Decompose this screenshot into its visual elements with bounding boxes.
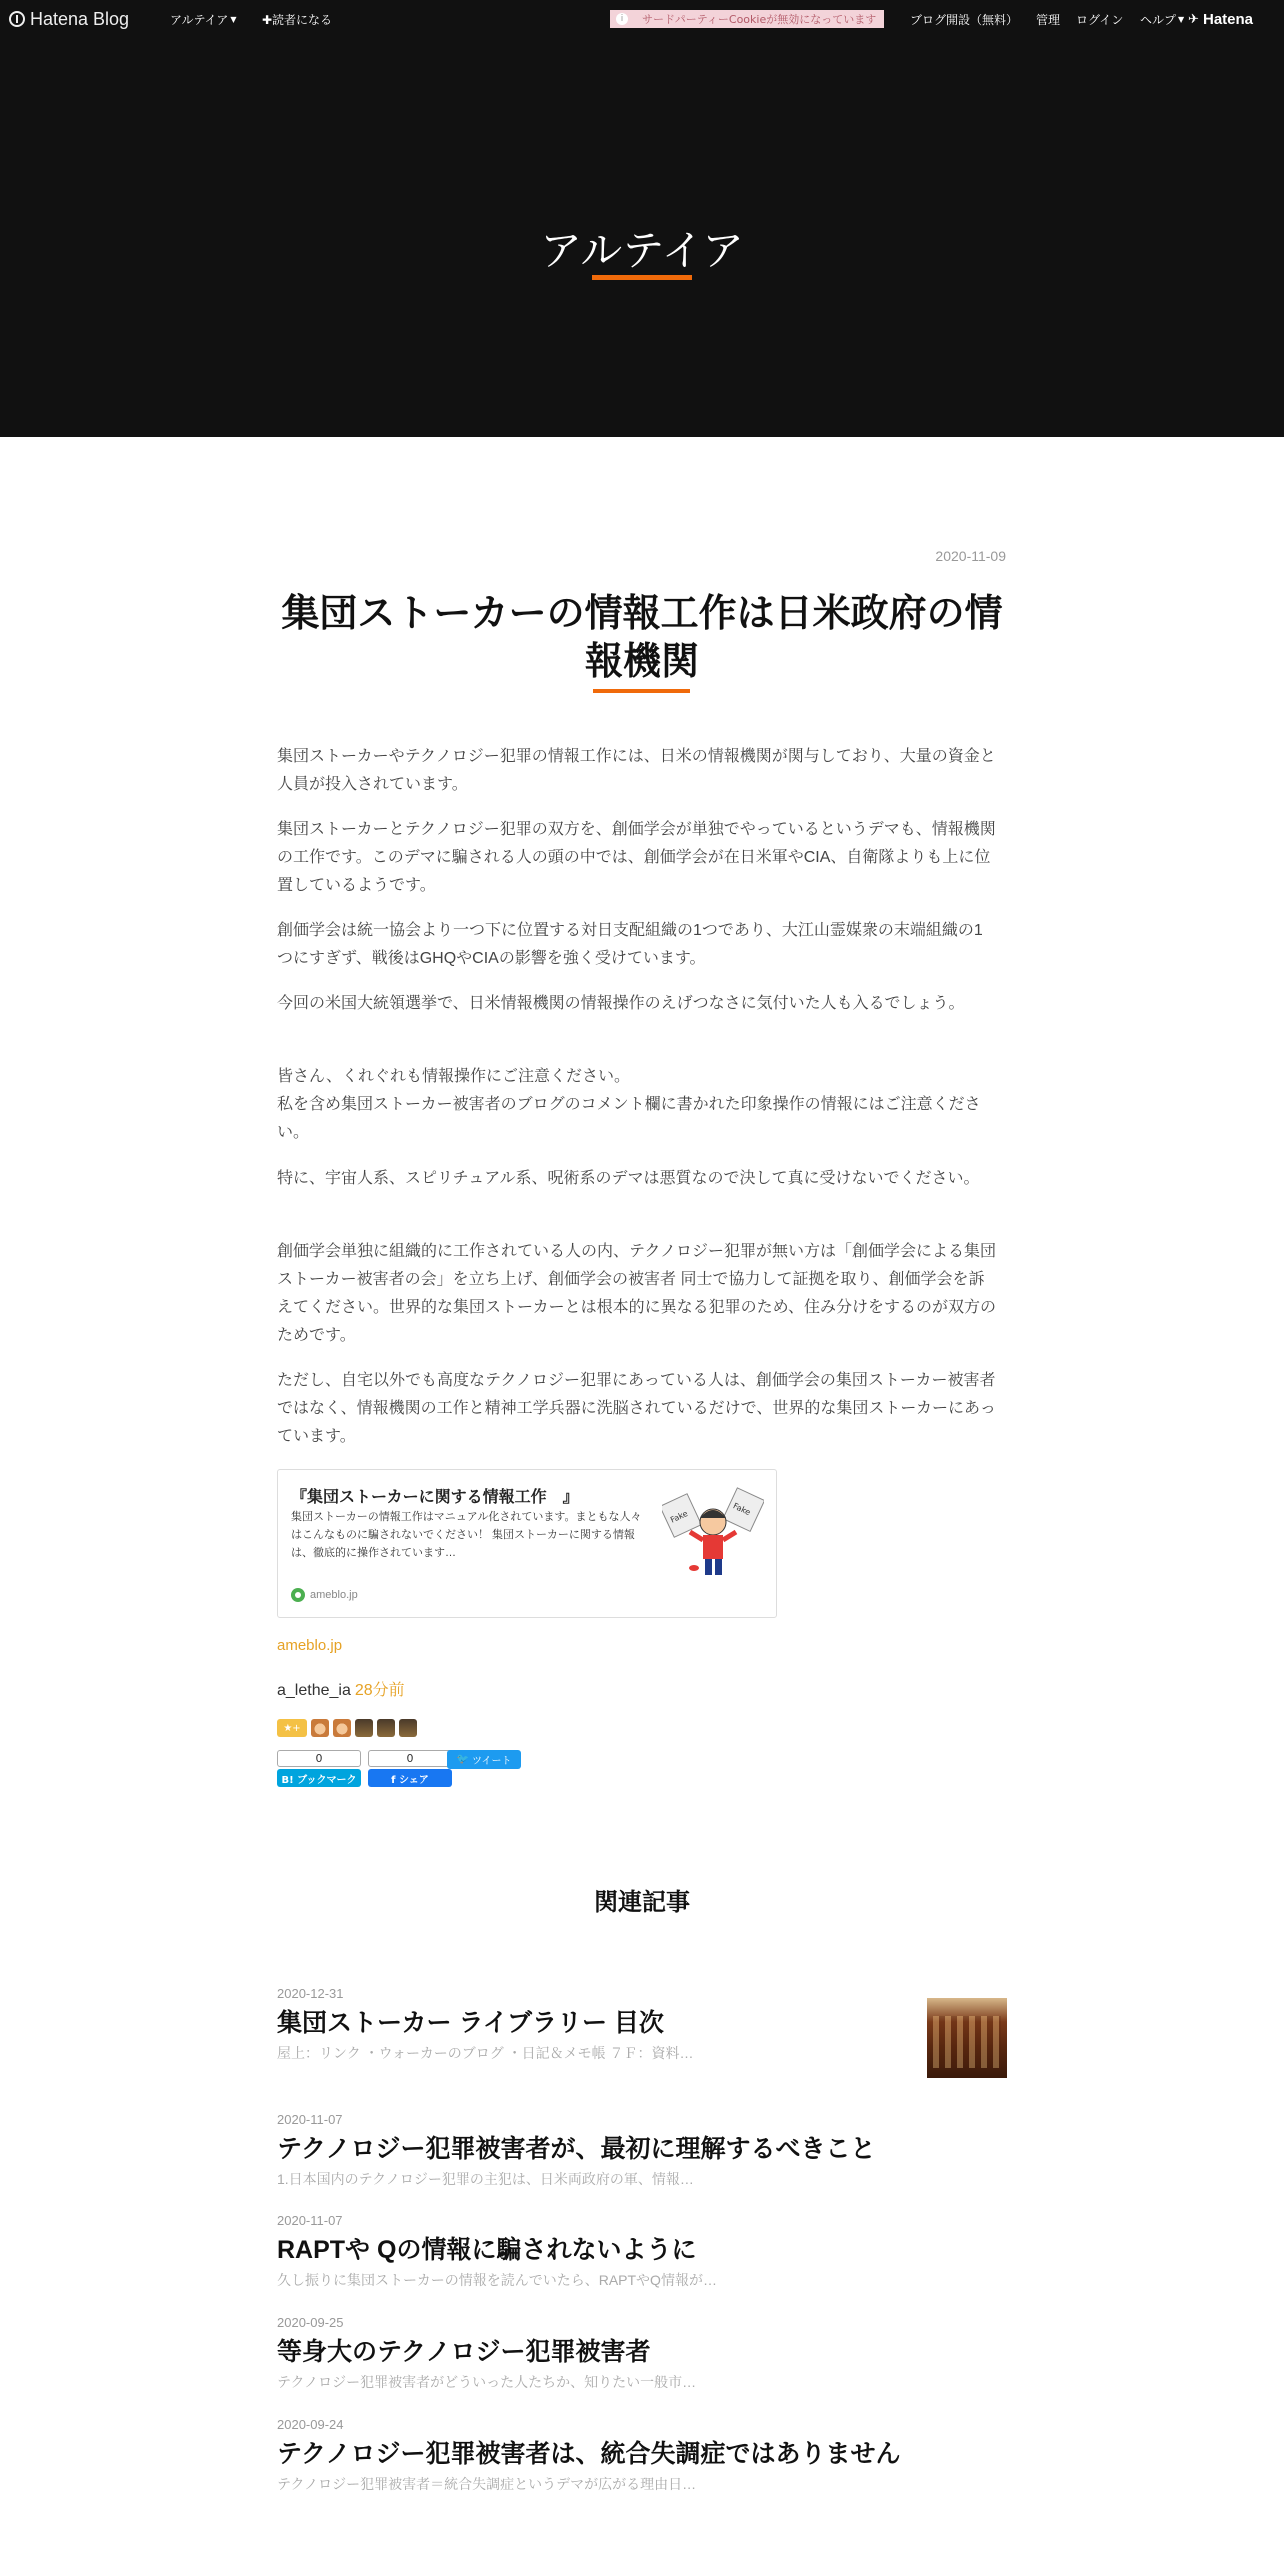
hatena-star-area bbox=[277, 1718, 421, 1738]
related-article-title[interactable]: RAPTや Qの情報に騙されないように bbox=[277, 2236, 697, 2264]
article-paragraph: 私を含め集団ストーカー被害者のブログのコメント欄に書かれた印象操作の情報にはご注意ください。 bbox=[277, 1096, 981, 1141]
blog-header bbox=[0, 38, 1284, 437]
tweet-button[interactable] bbox=[447, 1750, 521, 1769]
author-line bbox=[277, 1677, 405, 1700]
related-article-thumbnail[interactable] bbox=[927, 1998, 1007, 2078]
related-article[interactable] bbox=[277, 2112, 1009, 2189]
posted-time[interactable]: 28分前 bbox=[354, 1682, 405, 1699]
blog-menu[interactable] bbox=[170, 0, 236, 38]
related-article-snippet: 屋上：リンク ・ウォーカーのブログ ・日記＆メモ帳 ７Ｆ：資料… bbox=[277, 2045, 694, 2061]
related-article-date: 2020-12-31 bbox=[277, 1986, 344, 2001]
svg-text:Fake: Fake bbox=[669, 1508, 690, 1525]
related-article[interactable] bbox=[277, 2315, 1009, 2392]
article-paragraph: 集団ストーカーとテクノロジー犯罪の双方を、創価学会が単独でやっているというデマも、情報機関の工作です。このデマに騙される人の頭の中では、創価学会が在日米軍やCIA、自衛隊よりも上に位置しているようです。 bbox=[277, 821, 996, 894]
login-link[interactable]: ログイン bbox=[1076, 12, 1124, 27]
article-date[interactable]: 2020-11-09 bbox=[935, 548, 1006, 564]
caret-down-icon: ▼ bbox=[1178, 14, 1185, 24]
embed-card-site-name: ameblo.jp bbox=[310, 1589, 358, 1601]
hatena-bookmark-share bbox=[277, 1750, 361, 1787]
cookie-notice-text: サードパーティーCookieが無効になっています bbox=[642, 13, 877, 26]
hatena-brand-link[interactable]: Hatena bbox=[1203, 10, 1254, 28]
article-paragraph: 今回の米国大統領選挙で、日米情報機関の情報操作のえげつなさに気付いた人も入るでしょう。 bbox=[277, 995, 965, 1012]
embed-card-site[interactable] bbox=[291, 1588, 358, 1602]
related-article-date: 2020-09-25 bbox=[277, 2315, 344, 2330]
blog-title[interactable]: アルテイア bbox=[539, 227, 745, 274]
subscribe-button[interactable]: ✚読者になる bbox=[262, 12, 333, 27]
tweet-label: ツイート bbox=[471, 1756, 512, 1767]
article-title[interactable]: 集団ストーカーの情報工作は日米政府の情報機関 bbox=[281, 593, 1003, 683]
svg-text:Fake: Fake bbox=[731, 1501, 752, 1518]
article-paragraph: 皆さん、くれぐれも情報操作にご注意ください。 bbox=[277, 1068, 630, 1085]
facebook-share-count[interactable]: 0 bbox=[368, 1750, 452, 1767]
related-article-title[interactable]: 集団ストーカー ライブラリー 目次 bbox=[277, 2009, 664, 2037]
blog-menu-label: アルテイア bbox=[170, 12, 229, 27]
related-article-title[interactable]: テクノロジー犯罪被害者が、最初に理解するべきこと bbox=[277, 2135, 876, 2163]
twitter-share bbox=[447, 1750, 521, 1769]
article-paragraph: 創価学会は統一協会より一つ下に位置する対日支配組織の1つであり、大江山霊媒衆の末端組織の1つにすぎず、戦後はGHQやCIAの影響を強く受けています。 bbox=[277, 922, 983, 967]
admin-link[interactable]: 管理 bbox=[1036, 12, 1061, 27]
help-label: ヘルプ bbox=[1140, 12, 1177, 27]
article-title-underline bbox=[593, 689, 690, 693]
related-article-snippet: テクノロジー犯罪被害者がどういった人たちか、知りたい一般市… bbox=[277, 2374, 697, 2390]
embed-card-description: 集団ストーカーの情報工作はマニュアル化されています。まともな人々はこんなものに騙されないでください！ 集団ストーカーに関する情報は、徹底的に操作されています… bbox=[291, 1511, 642, 1559]
article-paragraph: ただし、自宅以外でも高度なテクノロジー犯罪にあっている人は、創価学会の集団ストーカー被害者ではなく、情報機関の工作と精神工学兵器に洗脳されているだけで、世界的な集団ストーカーにあっています。 bbox=[277, 1372, 996, 1445]
star-user-avatar[interactable] bbox=[355, 1719, 373, 1737]
star-user-avatar[interactable] bbox=[399, 1719, 417, 1737]
related-article[interactable] bbox=[277, 2213, 1009, 2290]
embed-card-title[interactable]: 『集団ストーカーに関する情報工作 』 bbox=[291, 1489, 579, 1506]
star-user-avatar[interactable] bbox=[333, 1719, 351, 1737]
article-paragraph: 集団ストーカーやテクノロジー犯罪の情報工作には、日米の情報機関が関与しており、大量の資金と人員が投入されています。 bbox=[277, 748, 996, 793]
author-name[interactable]: a_lethe_ia bbox=[277, 1682, 351, 1699]
global-header bbox=[0, 0, 1284, 38]
star-user-avatar[interactable] bbox=[311, 1719, 329, 1737]
create-blog-link[interactable]: ブログ開設（無料） bbox=[910, 12, 1019, 27]
hatena-bird-icon: ✈ bbox=[1188, 11, 1199, 27]
ameblo-favicon-icon bbox=[291, 1588, 305, 1602]
help-menu[interactable] bbox=[1140, 0, 1184, 38]
related-articles-heading: 関連記事 bbox=[594, 1889, 690, 1916]
source-link[interactable]: ameblo.jp bbox=[277, 1637, 343, 1654]
title-underline bbox=[592, 275, 692, 280]
bookmark-count[interactable]: 0 bbox=[277, 1750, 361, 1767]
related-article-snippet: 1.日本国内のテクノロジー犯罪の主犯は、日米両政府の軍、情報… bbox=[277, 2171, 694, 2187]
caret-down-icon: ▼ bbox=[230, 14, 237, 24]
article-paragraph: 特に、宇宙人系、スピリチュアル系、呪術系のデマは悪質なので決して真に受けないでください。 bbox=[277, 1170, 980, 1187]
related-article[interactable] bbox=[277, 2417, 1009, 2494]
related-article-title[interactable]: 等身大のテクノロジー犯罪被害者 bbox=[277, 2338, 651, 2366]
facebook-share-button[interactable]: f シェア bbox=[368, 1769, 452, 1787]
related-article-snippet: 久し振りに集団ストーカーの情報を読んでいたら、RAPTやQ情報が… bbox=[277, 2272, 717, 2288]
embed-card[interactable] bbox=[277, 1469, 777, 1618]
twitter-bird-icon: 🐦 bbox=[456, 1754, 469, 1765]
hatena-logo-icon bbox=[9, 11, 25, 27]
cookie-notice[interactable] bbox=[610, 10, 884, 28]
hatena-bookmark-button[interactable]: B! ブックマーク bbox=[277, 1769, 361, 1787]
related-article-date: 2020-09-24 bbox=[277, 2417, 344, 2432]
info-icon: i bbox=[616, 13, 628, 25]
add-star-button[interactable]: ★+ bbox=[277, 1719, 307, 1737]
related-article-date: 2020-11-07 bbox=[277, 2112, 343, 2127]
hatena-blog-logo[interactable] bbox=[9, 0, 129, 38]
embed-card-thumbnail[interactable] bbox=[662, 1486, 764, 1586]
logo-text: Hatena Blog bbox=[30, 8, 130, 29]
related-article-title[interactable]: テクノロジー犯罪被害者は、統合失調症ではありません bbox=[277, 2440, 901, 2468]
related-article-snippet: テクノロジー犯罪被害者＝統合失調症というデマが広がる理由日… bbox=[277, 2476, 697, 2492]
star-user-avatar[interactable] bbox=[377, 1719, 395, 1737]
related-article[interactable] bbox=[277, 1986, 1009, 2063]
article-paragraph: 創価学会単独に組織的に工作されている人の内、テクノロジー犯罪が無い方は「創価学会による集団ストーカー被害者の会」を立ち上げ、創価学会の被害者 同士で協力して証拠を取り、創価学会を訴えてください。世界的な集団ストーカーとは根本的に異なる犯罪のため、住み分けをするのが双方のためです。 bbox=[277, 1243, 997, 1344]
facebook-share bbox=[368, 1750, 452, 1787]
related-article-date: 2020-11-07 bbox=[277, 2213, 343, 2228]
